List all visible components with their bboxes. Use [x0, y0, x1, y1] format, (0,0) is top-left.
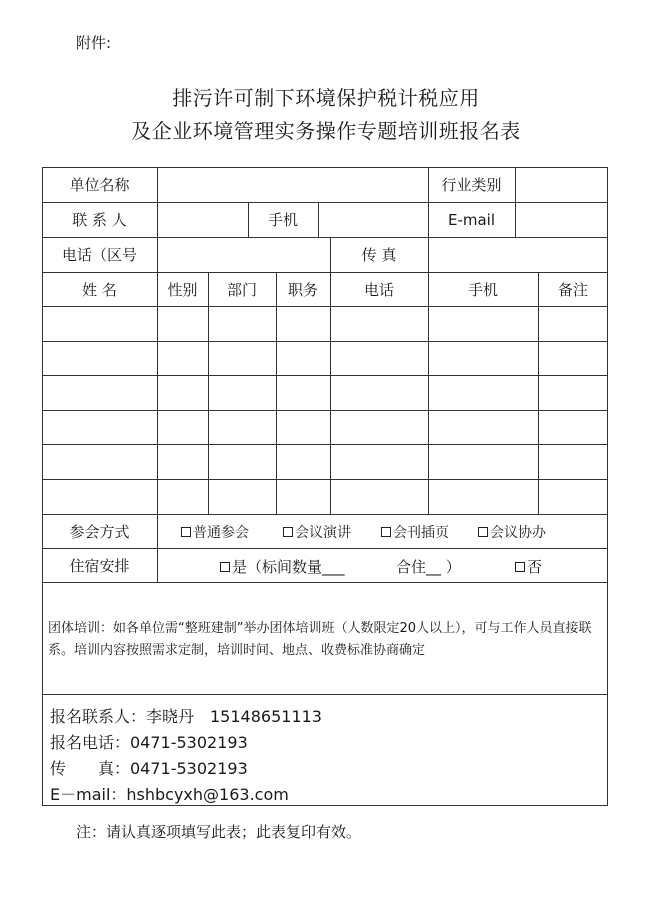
attachment-label: 附件:: [76, 34, 112, 52]
lodging-share-label: 合住__ ）: [396, 558, 461, 576]
form-title-line2: 及企业环境管理实务操作专题培训班报名表: [131, 119, 521, 143]
col-header-phone: 电话: [363, 280, 394, 299]
col-divider: [276, 272, 277, 514]
col-divider: [157, 306, 158, 514]
form-title-line1: 排污许可制下环境保护税计税应用: [172, 86, 480, 110]
registration-email: E－mail：hshbcyxh@163.com: [50, 785, 289, 804]
option-co-organize[interactable]: [478, 522, 546, 542]
col-header-department: 部门: [226, 280, 257, 299]
col-header-position: 职务: [287, 280, 318, 299]
registration-fax: 传 真：0471-5302193: [50, 759, 248, 778]
row-divider: [42, 341, 608, 342]
lodging-yes-option[interactable]: [220, 556, 345, 577]
industry-field[interactable]: [515, 167, 608, 202]
checkbox-icon: [478, 527, 488, 537]
lodging-yes-label: 是（标间数量___: [232, 558, 345, 576]
row-divider: [42, 444, 608, 445]
option-speech[interactable]: [283, 522, 351, 542]
phone-area-label: 电话（区号: [61, 246, 137, 264]
col-divider: [428, 272, 429, 514]
contact-person-label: 联 系 人: [72, 211, 127, 229]
row-divider: [42, 479, 608, 480]
checkbox-icon: [220, 562, 230, 572]
fax-field[interactable]: [428, 237, 608, 272]
group-training-note: 团体培训：如各单位需“整班建制”举办团体培训班（人数限定20人以上），可与工作人员直接联系。培训内容按照需求定制，培训时间、地点、收费标准协商确定: [48, 621, 592, 658]
phone-field[interactable]: [157, 237, 330, 272]
option-label: 普通参会: [193, 525, 249, 541]
row-divider: [42, 410, 608, 411]
contact-person-field[interactable]: [157, 202, 248, 237]
option-regular-attend[interactable]: [181, 522, 249, 542]
row-divider: [42, 306, 608, 307]
option-label: 会议协办: [490, 525, 546, 541]
option-label: 会议演讲: [295, 525, 351, 541]
lodging-no-label: 否: [527, 558, 543, 576]
col-header-mobile: 手机: [467, 280, 498, 299]
unit-name-label: 单位名称: [69, 176, 130, 194]
col-header-name: 姓 名: [82, 280, 117, 299]
unit-name-field[interactable]: [157, 167, 428, 202]
row-divider: [42, 694, 608, 695]
checkbox-icon: [181, 527, 191, 537]
email-field[interactable]: [515, 202, 608, 237]
fax-label: 传 真: [361, 246, 397, 264]
checkbox-icon: [381, 527, 391, 537]
registrant-contact: 报名联系人：李晓丹 15148651113: [50, 707, 322, 726]
col-header-remarks: 备注: [557, 280, 588, 299]
industry-label: 行业类别: [441, 176, 502, 194]
lodging-label: 住宿安排: [69, 556, 130, 575]
registration-phone: 报名电话：0471-5302193: [50, 733, 248, 752]
mobile-label: 手机: [267, 211, 298, 229]
col-divider: [157, 514, 158, 582]
mobile-field[interactable]: [318, 202, 428, 237]
email-label: E-mail: [447, 210, 496, 229]
col-header-gender: 性别: [167, 280, 198, 299]
row-divider: [42, 375, 608, 376]
option-journal-insert[interactable]: [381, 522, 449, 542]
checkbox-icon: [515, 562, 525, 572]
option-label: 会刊插页: [393, 525, 449, 541]
col-divider: [208, 272, 209, 514]
meeting-mode-label: 参会方式: [69, 522, 130, 541]
lodging-no-option[interactable]: [515, 556, 542, 577]
checkbox-icon: [283, 527, 293, 537]
col-divider: [538, 272, 539, 514]
col-divider: [330, 272, 331, 514]
row-divider: [42, 582, 608, 583]
footer-note: 注：请认真逐项填写此表；此表复印有效。: [76, 823, 362, 841]
